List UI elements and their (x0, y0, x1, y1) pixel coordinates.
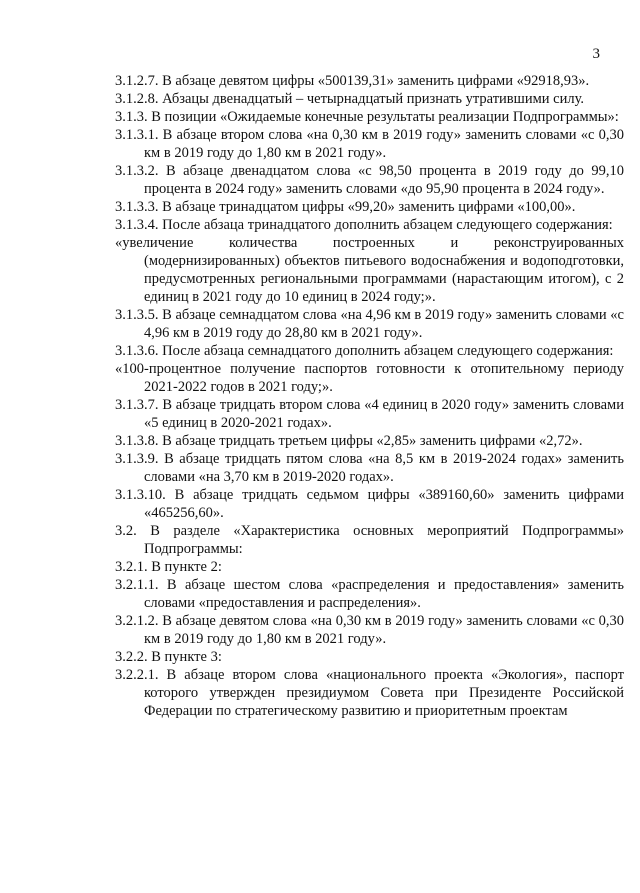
paragraph-3-1-3-9: 3.1.3.9. В абзаце тридцать пятом слова «на 8,5 км в 2019-2024 годах» заменить словами «на 3,70 км в 2019-2020 годах». (115, 451, 624, 485)
paragraph-3-1-3-7: 3.1.3.7. В абзаце тридцать втором слова «4 единиц в 2020 году» заменить словами «5 единиц в 2020-2021 годах». (115, 397, 624, 431)
paragraph-quote-water-objects: «увеличение количества построенных и реконструированных (модернизированных) объектов питьевого водоснабжения и водоподготовки, предусмотренных региональными программами (нарастающим итогом), с 2 единиц в 2021 году до 10 единиц в 2024 году;». (115, 235, 624, 305)
paragraph-3-2-1-1: 3.2.1.1. В абзаце шестом слова «распределения и предоставления» заменить словами «предоставления и распределения». (115, 577, 624, 611)
paragraph-3-1-3-6: 3.1.3.6. После абзаца семнадцатого дополнить абзацем следующего содержания: (115, 343, 614, 359)
paragraph-3-1-3-5: 3.1.3.5. В абзаце семнадцатом слова «на 4,96 км в 2019 году» заменить словами «с 4,96 км в 2019 году до 28,80 км в 2021 году». (115, 307, 624, 341)
paragraph-3-2-2: 3.2.2. В пункте 3: (115, 649, 222, 665)
paragraph-3-1-3-10: 3.1.3.10. В абзаце тридцать седьмом цифры «389160,60» заменить цифрами «465256,60». (115, 487, 624, 521)
paragraph-3-2-2-1: 3.2.2.1. В абзаце втором слова «национального проекта «Экология», паспорт которого утвержден президиумом Совета при Президенте Российской Федерации по стратегическому развитию и приоритетным проектам (115, 667, 624, 719)
paragraph-3-1-3-8: 3.1.3.8. В абзаце тридцать третьем цифры «2,85» заменить цифрами «2,72». (115, 433, 583, 449)
paragraph-3-2: 3.2. В разделе «Характеристика основных мероприятий Подпрограммы» Подпрограммы: (115, 523, 624, 557)
document-body (0, 72, 640, 720)
paragraph-3-1-3: 3.1.3. В позиции «Ожидаемые конечные результаты реализации Подпрограммы»: (115, 109, 619, 125)
paragraph-quote-heating-passports: «100-процентное получение паспортов готовности к отопительному периоду 2021-2022 годов в 2021 году;». (115, 361, 624, 395)
paragraph-3-1-3-2: 3.1.3.2. В абзаце двенадцатом слова «с 98,50 процента в 2019 году до 99,10 процента в 2024 году» заменить словами «до 95,90 процента в 2024 году». (115, 163, 624, 197)
paragraph-3-1-3-1: 3.1.3.1. В абзаце втором слова «на 0,30 км в 2019 году» заменить словами «с 0,30 км в 2019 году до 1,80 км в 2021 году». (115, 127, 624, 161)
paragraph-3-1-3-4: 3.1.3.4. После абзаца тринадцатого дополнить абзацем следующего содержания: (115, 217, 613, 233)
paragraph-3-2-1-2: 3.2.1.2. В абзаце девятом слова «на 0,30 км в 2019 году» заменить словами «с 0,30 км в 2019 году до 1,80 км в 2021 году». (115, 613, 624, 647)
paragraph-3-2-1: 3.2.1. В пункте 2: (115, 559, 222, 575)
paragraph-3-1-2-8: 3.1.2.8. Абзацы двенадцатый – четырнадцатый признать утратившими силу. (115, 91, 584, 107)
paragraph-3-1-3-3: 3.1.3.3. В абзаце тринадцатом цифры «99,20» заменить цифрами «100,00». (115, 199, 576, 215)
page-number: 3 (592, 46, 600, 62)
paragraph-3-1-2-7: 3.1.2.7. В абзаце девятом цифры «500139,31» заменить цифрами «92918,93». (115, 73, 590, 89)
